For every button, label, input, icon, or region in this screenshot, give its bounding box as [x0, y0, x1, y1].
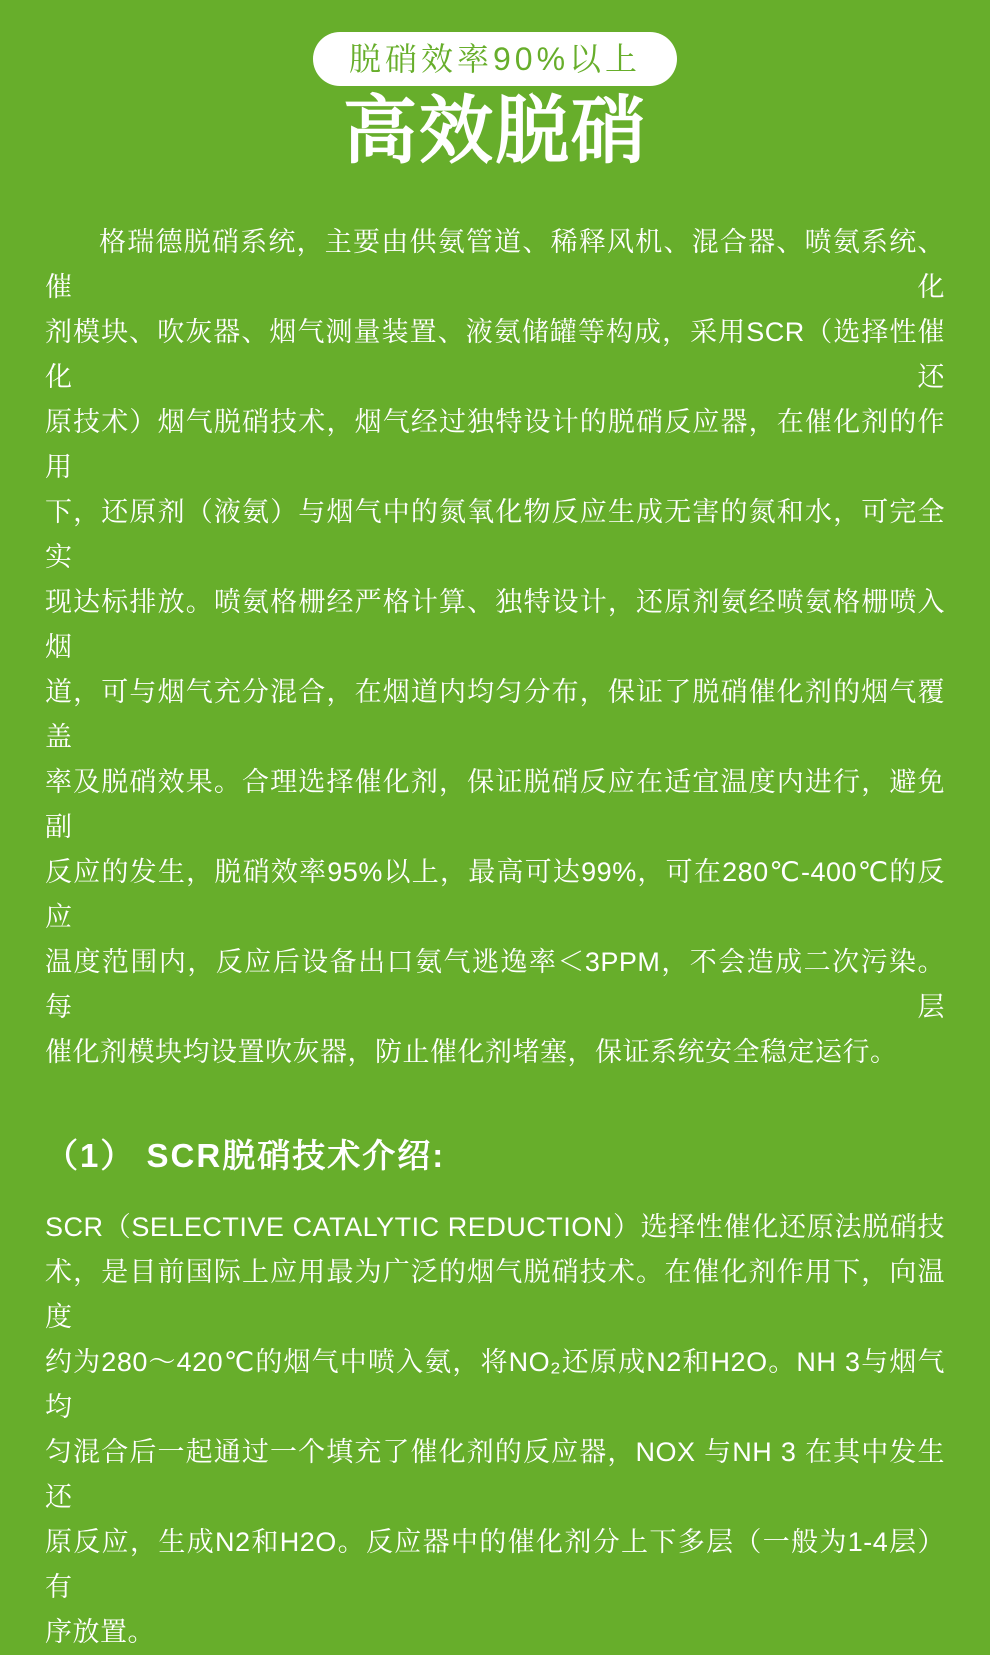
intro-paragraph: [45, 220, 945, 1075]
efficiency-badge: 脱硝效率90%以上: [313, 32, 677, 86]
intro-line: 道，可与烟气充分混合，在烟道内均匀分布，保证了脱硝催化剂的烟气覆盖: [45, 676, 945, 752]
intro-line: 率及脱硝效果。合理选择催化剂，保证脱硝反应在适宜温度内进行，避免副: [45, 766, 945, 842]
badge-row: [45, 0, 945, 86]
intro-line: 反应的发生，脱硝效率95%以上，最高可达99%，可在280℃-400℃的反应: [45, 856, 945, 932]
intro-line: 剂模块、吹灰器、烟气测量装置、液氨储罐等构成，采用SCR（选择性催化还: [45, 316, 945, 392]
scr-paragraph: [45, 1205, 945, 1655]
intro-line: 温度范围内，反应后设备出口氨气逃逸率＜3PPM，不会造成二次污染。每层: [45, 946, 945, 1022]
intro-line: 催化剂模块均设置吹灰器，防止催化剂堵塞，保证系统安全稳定运行。: [45, 1036, 898, 1067]
scr-line: 原反应，生成N2和H2O。反应器中的催化剂分上下多层（一般为1-4层）有: [45, 1526, 945, 1602]
intro-line: 现达标排放。喷氨格栅经严格计算、独特设计，还原剂氨经喷氨格栅喷入烟: [45, 586, 945, 662]
section-heading-scr-intro: （1） SCR脱硝技术介绍:: [45, 1136, 446, 1174]
scr-line: 约为280～420℃的烟气中喷入氨，将NO₂还原成N2和H2O。NH 3与烟气均: [45, 1346, 945, 1422]
page-title: 高效脱硝: [343, 89, 647, 172]
scr-line: 匀混合后一起通过一个填充了催化剂的反应器，NOX 与NH 3 在其中发生还: [45, 1436, 945, 1512]
scr-line: 术，是目前国际上应用最为广泛的烟气脱硝技术。在催化剂作用下，向温度: [45, 1256, 945, 1332]
intro-line: 下，还原剂（液氨）与烟气中的氮氧化物反应生成无害的氮和水，可完全实: [45, 496, 945, 572]
intro-line: 格瑞德脱硝系统，主要由供氨管道、稀释风机、混合器、喷氨系统、催化: [45, 226, 945, 302]
scr-line: 序放置。: [45, 1616, 155, 1647]
intro-line: 原技术）烟气脱硝技术，烟气经过独特设计的脱硝反应器，在催化剂的作用: [45, 406, 945, 482]
scr-line: SCR（SELECTIVE CATALYTIC REDUCTION）选择性催化还原法脱硝技: [45, 1211, 945, 1242]
